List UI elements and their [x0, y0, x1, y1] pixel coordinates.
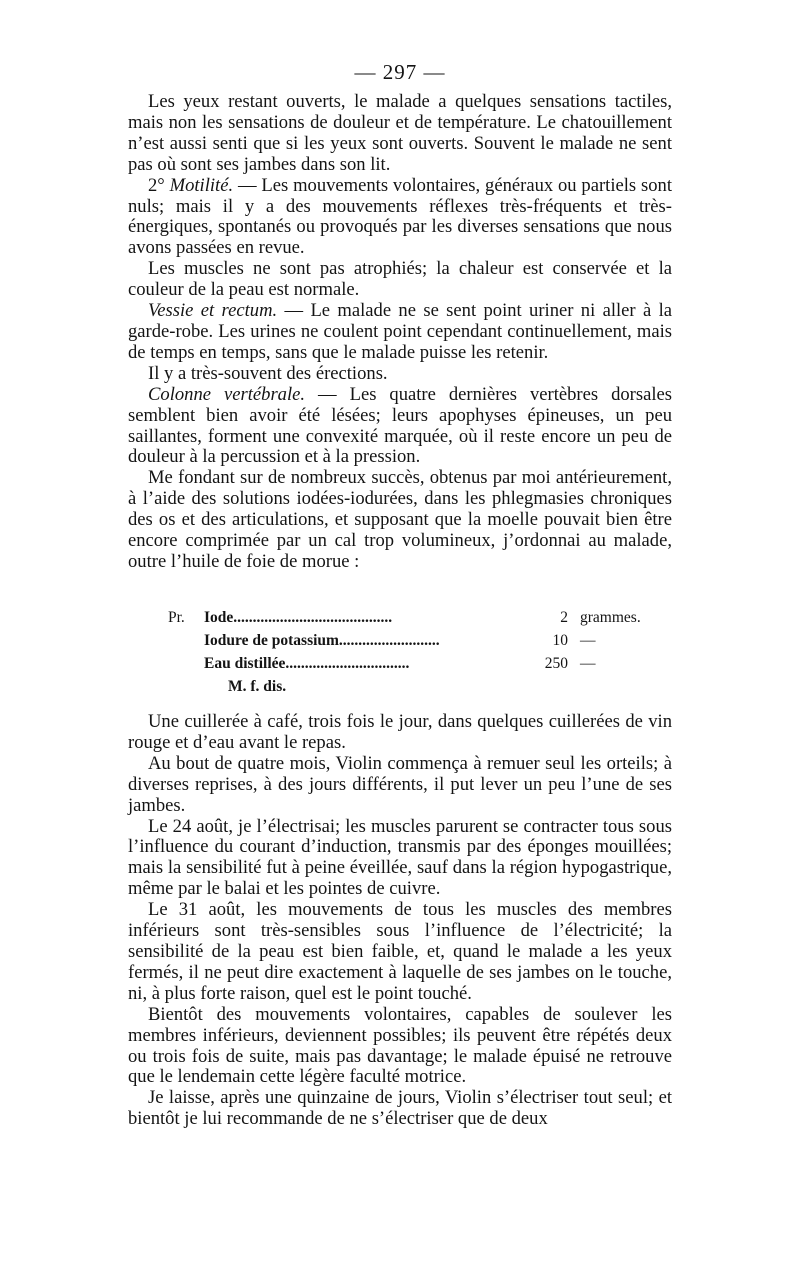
paragraph-colonne	[128, 385, 672, 469]
formula-quantity: 250	[544, 655, 568, 672]
paragraph-je-laisse: Je laisse, après une quinzaine de jours, Violin s’électriser tout seul; et bientôt je lui recommande de ne s’électriser que de deux	[128, 1087, 672, 1130]
formula-row-eau	[168, 652, 648, 675]
formula-row-iode	[168, 606, 648, 629]
formula-ingredient: Iodure de potassium..........................	[204, 632, 440, 649]
text-block-bottom	[128, 712, 672, 1130]
formula-quantity: 10	[552, 632, 568, 649]
colonne-heading: Colonne vertébrale.	[148, 383, 306, 405]
paragraph-erections: Il y a très-souvent des érections.	[148, 362, 388, 384]
paragraph-cuilleree: Une cuillerée à café, trois fois le jour, dans quelques cuillerées de vin rouge et d’eau avant le repas.	[128, 711, 672, 753]
paragraph-vessie	[128, 301, 672, 364]
formula-unit: grammes.	[580, 609, 641, 626]
vessie-heading: Vessie et rectum.	[148, 300, 278, 322]
formula-ingredient: Eau distillée................................	[204, 655, 410, 672]
paragraph-24-aout: Le 24 août, je l’électrisai; les muscles parurent se contracter tous sous l’influence du courant d’induction, transmis par des éponges mouillées; mais la sensibilité fut à peine éveillée, sauf dans la région hypogastrique, même par le balai et les pointes de cuivre.	[128, 815, 672, 900]
paragraph-bientot: Bientôt des mouvements volontaires, capables de soulever les membres inférieurs, deviennent possibles; ils peuvent être répétés deux ou trois fois de suite, mais pas davantage; le malade épuisé ne retrouve que le lendemain cette légère faculté motrice.	[128, 1003, 672, 1088]
motilite-body: — Les mouvements volontaires, généraux ou partiels sont nuls; mais il y a des mouvements réflexes très-fréquents et très-énergiques, spontanés ou provoqués par les diverses sensations que nous avons passées en revue.	[128, 174, 672, 259]
formula-ingredient: Iode.........................................	[204, 609, 393, 626]
formula-row-iodure	[168, 629, 648, 652]
formula-unit: —	[580, 632, 596, 649]
colonne-body: — Les quatre dernières vertèbres dorsales semblent bien avoir été lésées; leurs apophyses épineuses, un peu saillantes, forment une convexité marquée, où il reste encore un peu de douleur à la percussion et à la pression.	[128, 383, 672, 468]
formula-prefix: Pr.	[168, 609, 185, 626]
page-number: — 297 —	[354, 60, 446, 84]
formula-unit: —	[580, 655, 596, 672]
text-block-top	[128, 92, 672, 573]
paragraph-31-aout: Le 31 août, les mouvements de tous les muscles des membres inférieurs sont très-sensibles sous l’influence de l’électricité; la sensibilité de la peau est bien faible, et, quand le malade a les yeux fermés, il ne peut dire exactement à laquelle de ses jambes on le touche, ni, à plus forte raison, quel est le point touché.	[128, 899, 672, 1004]
formula-row-signature	[168, 675, 648, 698]
paragraph-quatre-mois: Au bout de quatre mois, Violin commença à remuer seul les orteils; à diverses reprises, à des jours différents, il put lever un peu l’une de ses jambes.	[128, 752, 672, 816]
motilite-number: 2°	[148, 174, 170, 196]
paragraph-motilite	[128, 176, 672, 260]
motilite-heading: Motilité.	[169, 174, 234, 196]
paragraph-sensations: Les yeux restant ouverts, le malade a quelques sensations tactiles, mais non les sensations de douleur et de température. Le chatouillement n’est aussi senti que si les yeux sont ouverts. Souvent le malade ne sent pas où sont ses jambes dans son lit.	[128, 91, 672, 175]
paragraph-fondant: Me fondant sur de nombreux succès, obtenus par moi antérieurement, à l’aide des solutions iodées-iodurées, dans les phlegmasies chroniques des os et des articulations, et supposant que la moelle pouvait bien être encore comprimée par un cal trop volumineux, j’ordonnai au malade, outre l’huile de foie de morue :	[128, 467, 672, 572]
formula-quantity: 2	[560, 609, 568, 626]
formula-signature: M. f. dis.	[228, 678, 287, 695]
paragraph-muscles: Les muscles ne sont pas atrophiés; la chaleur est conservée et la couleur de la peau est normale.	[128, 258, 672, 301]
vessie-body: — Le malade ne se sent point uriner ni aller à la garde-robe. Les urines ne coulent point cependant continuellement, mais de temps en temps, sans que le malade puisse les retenir.	[128, 300, 672, 363]
prescription-formula	[168, 606, 648, 698]
